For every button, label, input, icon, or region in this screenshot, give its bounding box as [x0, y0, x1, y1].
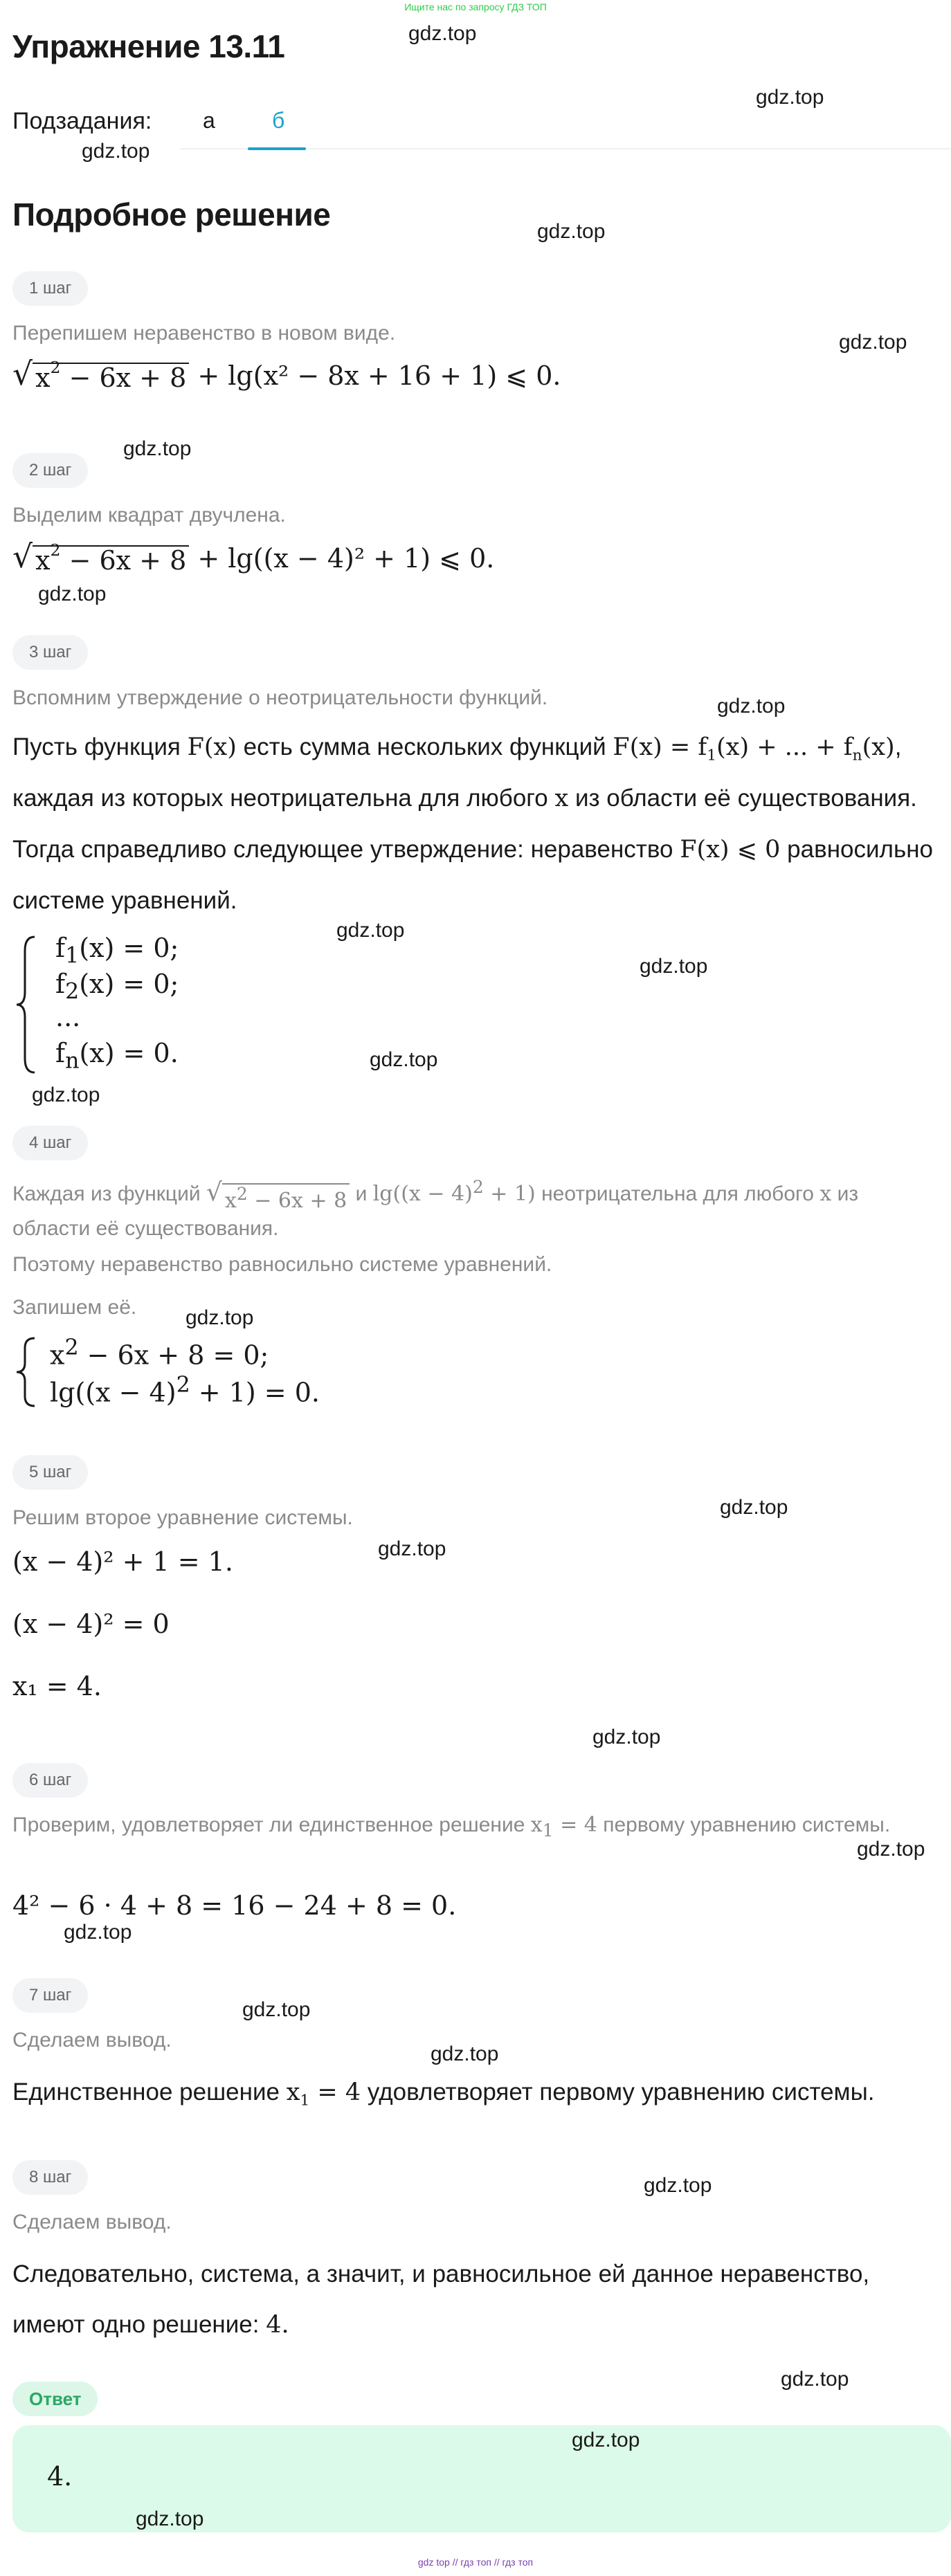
- subtasks-label: Подзадания:: [12, 108, 152, 134]
- step-badge-7: 7 шаг: [12, 1978, 88, 2013]
- step2-tail: + lg((x − 4)² + 1) ⩽ 0.: [197, 543, 495, 574]
- step8-statement: [12, 2249, 947, 2350]
- watermark: gdz.top: [378, 1537, 446, 1560]
- footer: gdz top // гдз топ // гдз топ: [417, 2557, 534, 2568]
- step-badge-8: 8 шаг: [12, 2160, 88, 2195]
- watermark: gdz.top: [640, 955, 708, 978]
- step-badge-3: 3 шаг: [12, 635, 88, 670]
- step5-line-3: x₁ = 4.: [12, 1671, 102, 1701]
- step-badge-6: 6 шаг: [12, 1763, 88, 1798]
- subtasks-bar: [12, 104, 951, 149]
- watermark: gdz.top: [123, 437, 192, 460]
- sqrt-expression: √ $x^2 - 6x + 8$: [12, 358, 189, 393]
- step-desc-4b: Поэтому неравенство равносильно системе уравнений.: [12, 1253, 552, 1276]
- system-line-3: ...: [55, 1002, 81, 1032]
- system-line-2: $f_2(x) = 0$;: [55, 969, 179, 1005]
- watermark: gdz.top: [370, 1048, 438, 1071]
- step5-line-2: (x − 4)² = 0: [12, 1609, 170, 1639]
- step1-tail: + lg(x² − 8x + 16 + 1) ⩽ 0.: [197, 360, 561, 391]
- step7-text-part: Единственное решение: [12, 2079, 280, 2105]
- section-title: Подробное решение: [12, 197, 331, 232]
- watermark: gdz.top: [242, 1998, 311, 2021]
- watermark: gdz.top: [32, 1084, 100, 1106]
- step5-line-1: (x − 4)² + 1 = 1.: [12, 1546, 233, 1577]
- watermark: gdz.top: [572, 2429, 640, 2451]
- watermark: gdz.top: [644, 2174, 712, 2197]
- watermark: gdz.top: [857, 1838, 925, 1861]
- subtask-tab-a[interactable]: а: [203, 108, 215, 133]
- step3-statement: Пусть функция F(x) есть сумма нескольких функций $F(x) = f_1(x)$ + ... + $f_n(x)$, каждая из которых неотрицательна для любого x из области её существования. Тогда справедливо следующее утверждение: неравенство F(x) ⩽ 0 равносильно системе уравнений.: [12, 733, 933, 914]
- watermark: gdz.top: [64, 1921, 132, 1944]
- step3-text-part: есть сумма нескольких функций: [243, 733, 606, 760]
- watermark: gdz.top: [136, 2508, 204, 2530]
- watermark: gdz.top: [720, 1496, 788, 1519]
- step6-desc-part: Проверим, удовлетворяет ли единственное решение: [12, 1814, 525, 1836]
- step8-value: 4.: [266, 2311, 289, 2339]
- step2-formula: [12, 538, 495, 576]
- system-specific: [12, 1335, 359, 1409]
- watermark: gdz.top: [336, 919, 405, 942]
- watermark: gdz.top: [781, 2368, 849, 2391]
- system-line-1: $f_1(x) = 0$;: [55, 933, 179, 969]
- step1-formula: [12, 358, 561, 393]
- watermark: gdz.top: [431, 2043, 499, 2065]
- step4-desc-part: и: [355, 1182, 368, 1205]
- watermark: gdz.top: [185, 1306, 254, 1329]
- step-desc-5: Решим второе уравнение системы.: [12, 1506, 353, 1529]
- step4-desc-part: Каждая из функций: [12, 1182, 201, 1205]
- step4-desc-part: неотрицательна для любого: [541, 1182, 814, 1205]
- watermark: gdz.top: [756, 86, 824, 109]
- step3-text-part: Пусть функция: [12, 733, 181, 760]
- step-badge-1: 1 шаг: [12, 271, 88, 306]
- watermark: gdz.top: [537, 220, 606, 243]
- watermark: gdz.top: [717, 695, 786, 718]
- step-badge-4: 4 шаг: [12, 1126, 88, 1160]
- step6-formula: 4² − 6 · 4 + 8 = 16 − 24 + 8 = 0.: [12, 1890, 457, 1921]
- left-brace-icon: [12, 1335, 40, 1409]
- step7-statement: Единственное решение $x_1 = 4$ удовлетворяет первому уравнению системы.: [12, 2079, 875, 2110]
- step6-desc-part: первому уравнению системы.: [603, 1814, 891, 1836]
- step-desc-6: Проверим, удовлетворяет ли единственное решение $x_1 = 4$ первому уравнению системы.: [12, 1813, 891, 1840]
- step-desc-7: Сделаем вывод.: [12, 2029, 172, 2052]
- step-badge-2: 2 шаг: [12, 453, 88, 488]
- system-line-2: $\lg((x - 4)^2 + 1) = 0$.: [50, 1373, 320, 1408]
- active-tab-indicator: [248, 147, 306, 150]
- system-line-1: $x^2 - 6x + 8 = 0$;: [50, 1335, 269, 1371]
- answer-badge: Ответ: [12, 2382, 98, 2416]
- page-title: Упражнение 13.11: [12, 28, 285, 64]
- step3-text-part: , каждая из которых неотрицательна для любого: [12, 733, 902, 812]
- step-desc-4c: Запишем её.: [12, 1296, 137, 1319]
- answer-value: 4.: [47, 2461, 73, 2492]
- step-desc-3: Вспомним утверждение о неотрицательности функций.: [12, 686, 548, 709]
- watermark: gdz.top: [408, 22, 477, 45]
- step7-text-part: удовлетворяет первому уравнению системы.: [367, 2079, 875, 2105]
- watermark: gdz.top: [839, 331, 907, 354]
- step-desc-2: Выделим квадрат двучлена.: [12, 504, 286, 527]
- step-desc-4: Каждая из функций √ $x^2 - 6x + 8$ и $\lg((x - 4)^2 + 1)$ неотрицательна для любого x из области её существования.: [12, 1177, 859, 1240]
- step3-text-part: равносильно системе уравнений.: [12, 836, 933, 914]
- step8-text-part: Следовательно, система, а значит, и равносильное ей данное неравенство, имеют одно решение:: [12, 2260, 870, 2338]
- top-banner: Ищите нас по запросу ГДЗ ТОП: [404, 1, 547, 12]
- step-desc-1: Перепишем неравенство в новом виде.: [12, 322, 396, 345]
- step3-text-part: из области её существования. Тогда справедливо следующее утверждение: неравенство: [12, 785, 917, 863]
- step-desc-8: Сделаем вывод.: [12, 2211, 172, 2234]
- step4-desc-part: из области её существования.: [12, 1182, 859, 1240]
- system-general: [12, 933, 289, 1077]
- left-brace-icon: [12, 933, 40, 1077]
- system-line-4: $f_n(x) = 0$.: [55, 1038, 179, 1074]
- step-badge-5: 5 шаг: [12, 1455, 88, 1490]
- watermark: gdz.top: [592, 1726, 661, 1748]
- sqrt-expression: √ $x^2 - 6x + 8$: [12, 541, 189, 576]
- watermark: gdz.top: [38, 583, 107, 605]
- subtask-tab-b[interactable]: б: [272, 108, 285, 133]
- watermark: gdz.top: [82, 140, 150, 163]
